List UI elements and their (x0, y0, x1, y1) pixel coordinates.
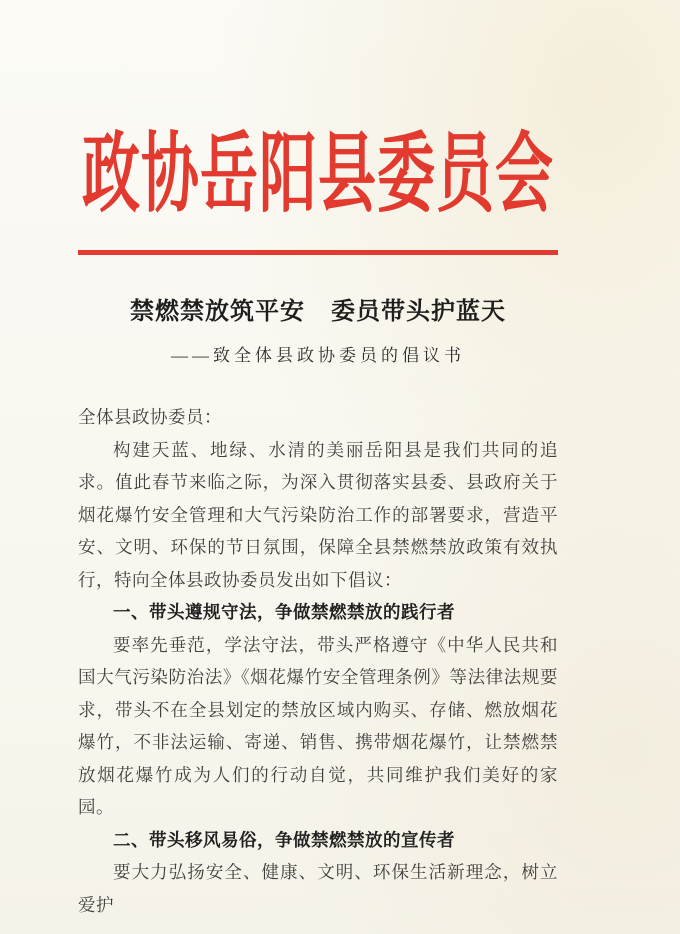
section-heading: 二、带头移风易俗，争做禁燃禁放的宣传者 (113, 829, 455, 850)
document-subtitle: ——致全体县政协委员的倡议书 (171, 346, 465, 365)
letterhead-divider-rule (78, 250, 558, 255)
document-body (78, 434, 558, 922)
document-body-section (78, 401, 558, 921)
body-paragraph: 要率先垂范，学法守法，带头严格遵守《中华人民共和国大气污染防治法》《烟花爆竹安全管理条例》等法律法规要求，带头不在全县划定的禁放区域内购买、存储、燃放烟花爆竹，不非法运输、寄递、销售、携带烟花爆竹，让禁燃禁放烟花爆竹成为人们的行动自觉，共同维护我们美好的家园。 (78, 634, 558, 817)
document-content (78, 0, 558, 921)
document-title (78, 291, 558, 326)
body-paragraph: 要大力弘扬安全、健康、文明、环保生活新理念，树立爱护 (78, 862, 558, 915)
document-title-right: 委员带头护蓝天 (331, 299, 506, 325)
body-paragraph: 构建天蓝、地绿、水清的美丽岳阳县是我们共同的追求。值此春节来临之际，为深入贯彻落实县委、县政府关于烟花爆竹安全管理和大气污染防治工作的部署要求，营造平安、文明、环保的节日氛围，保障全县禁燃禁放政策有效执行，特向全体县政协委员发出如下倡议： (78, 439, 558, 590)
document-title-left: 禁燃禁放筑平安 (130, 299, 305, 325)
letterhead-org-name: 政协岳阳县委员会 (81, 125, 554, 223)
section-heading: 一、带头遵规守法，争做禁燃禁放的践行者 (113, 602, 455, 622)
letterhead (78, 122, 558, 223)
salutation: 全体县政协委员： (78, 407, 222, 427)
